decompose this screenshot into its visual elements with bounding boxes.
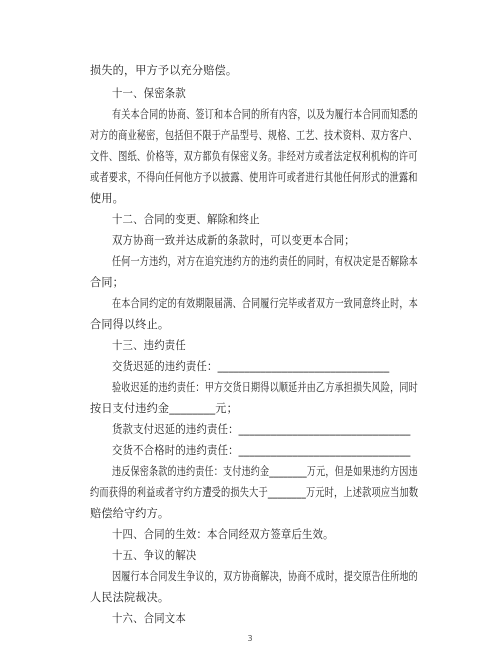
section-heading: 十二、合同的变更、解除和终止: [112, 213, 260, 226]
text-line: 损失的，甲方予以充分赔偿。: [90, 64, 238, 77]
text-line: 违反保密条款的违约责任：支付违约金________万元，但是如果违约方因违: [112, 465, 418, 478]
section-heading: 十三、违约责任: [112, 339, 186, 352]
text-line: 赔偿给守约方。: [90, 507, 170, 520]
section-heading: 十五、争议的解决: [112, 549, 197, 562]
section-heading: 十一、保密条款: [112, 87, 186, 100]
text-line: 因履行本合同发生争议的，双方协商解决，协商不成时，提交原告住所地的: [112, 570, 418, 583]
text-line: 或者要求，不得向任何他方予以披露、使用许可或者进行其他任何形式的泄露和: [90, 171, 418, 184]
text-line: 合同；: [90, 276, 124, 289]
text-line: 在本合同约定的有效期限届满、合同履行完毕或者双方一致同意终止时，本: [112, 297, 418, 310]
section-heading: 十四、合同的生效：本合同经双方签章后生效。: [112, 528, 334, 541]
text-line: 合同得以终止。: [90, 318, 170, 331]
text-line: 货款支付迟延的违约责任：________________________________: [112, 423, 411, 436]
text-line: 有关本合同的协商、签订和本合同的所有内容，以及为履行本合同而知悉的: [112, 108, 418, 121]
text-line: 对方的商业秘密，包括但不限于产品型号、规格、工艺、技术资料、双方客户、: [90, 129, 418, 142]
text-line: 人民法院裁决。: [90, 591, 170, 604]
text-line: 文件、图纸、价格等，双方都负有保密义务。非经对方或者法定权利机构的许可: [90, 150, 418, 163]
text-line: 交货迟延的违约责任：________________________________: [112, 360, 390, 373]
section-heading: 十六、合同文本: [112, 612, 186, 625]
text-line: 双方协商一致并达成新的条款时，可以变更本合同；: [112, 234, 355, 247]
text-line: 验收迟延的违约责任：甲方交货日期得以顺延并由乙方承担损失风险，同时: [112, 381, 418, 394]
page-number: 3: [247, 634, 253, 643]
text-line: 任何一方违约，对方在追究违约方的违约责任的同时，有权决定是否解除本: [112, 255, 418, 268]
text-line: 按日支付违约金________元；: [90, 402, 238, 415]
text-line: 约而获得的利益或者守约方遭受的损失大于________万元时，上述款项应当加数: [90, 486, 419, 499]
text-line: 交货不合格时的违约责任：________________________________: [112, 444, 411, 457]
text-line: 使用。: [90, 192, 124, 205]
